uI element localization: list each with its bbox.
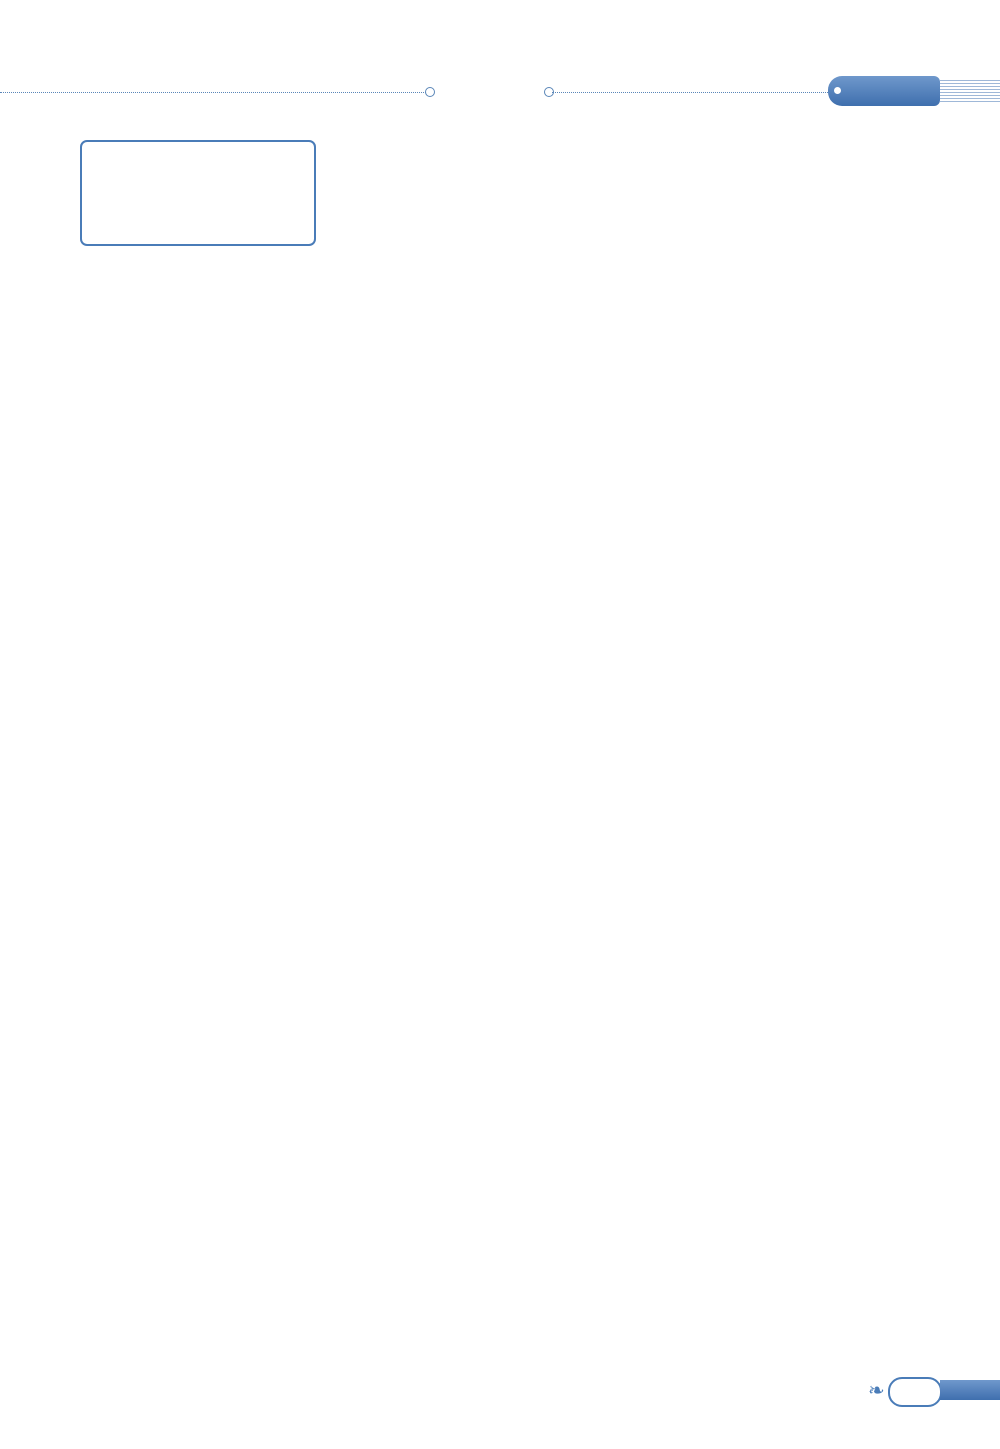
header-rule-right (552, 92, 832, 93)
page-number (888, 1377, 942, 1407)
footer-bar (940, 1380, 1000, 1400)
header-stripes (940, 80, 1000, 102)
leaf-icon: ❧ (868, 1378, 885, 1402)
header-tab (828, 76, 940, 106)
header-dot-left (425, 87, 435, 97)
header-rule-left (0, 92, 428, 93)
word-card (80, 140, 316, 246)
